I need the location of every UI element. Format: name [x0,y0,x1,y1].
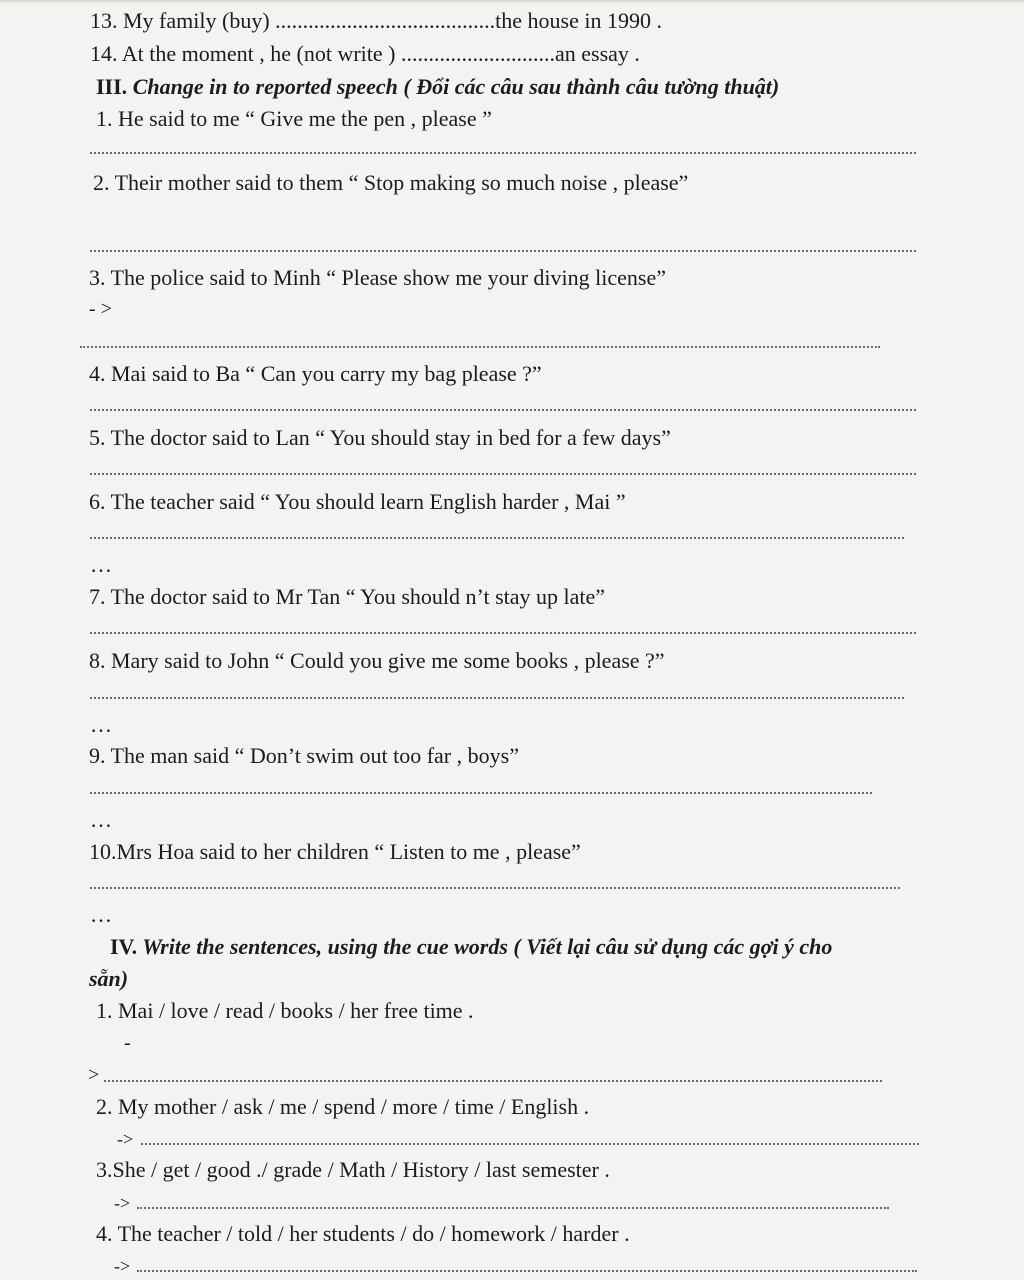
question-14-start: 14. At the moment , he (not write ) [90,41,401,66]
answer-line-4 [90,409,916,411]
answer-line-8 [90,697,904,699]
rewrite-item-1: 1. Mai / love / read / books / her free time . [96,998,474,1023]
reported-item-4: 4. Mai said to Ba “ Can you carry my bag please ?” [89,361,542,386]
rewrite-item-3: 3.She / get / good ./ grade / Math / History / last semester . [96,1157,610,1182]
rewrite-item-2: 2. My mother / ask / me / spend / more / time / English . [96,1094,590,1119]
answer-line-10 [90,887,900,889]
reported-item-9: 9. The man said “ Don’t swim out too far , boys” [89,743,519,768]
reported-item-2: 2. Their mother said to them “ Stop making so much noise , please” [93,170,689,195]
question-14-blank: ............................ [401,41,555,66]
reported-item-5: 5. The doctor said to Lan “ You should stay in bed for a few days” [89,425,671,450]
question-13-start: 13. My family (buy) [90,8,276,33]
answer-arrow-3: - > [89,298,112,320]
answer-ellipsis-8: … [90,712,112,737]
section-3-heading [96,74,779,100]
section-4-title-line2: sẵn) [89,966,129,991]
question-14-end: an essay . [555,41,640,66]
question-13-end: the house in 1990 . [495,8,662,33]
answer-line-1 [90,152,916,154]
question-13-blank: ........................................ [275,8,496,33]
reported-item-8: 8. Mary said to John “ Could you give me some books , please ?” [89,648,665,673]
section-3-title: Change in to reported speech ( Đổi các câu sau thành câu tường thuật) [127,74,780,99]
answer-line-5 [90,473,916,475]
rewrite-line-1 [104,1080,882,1082]
section-4-number: IV. [110,934,138,959]
reported-item-1: 1. He said to me “ Give me the pen , please ” [96,106,492,131]
rewrite-arrow-1: > [88,1064,100,1086]
section-4-title-line1: Write the sentences, using the cue words ( Viết lại câu sử dụng các gợi ý cho [137,934,833,959]
section-3-number: III. [96,74,128,99]
answer-line-9 [90,792,872,794]
answer-ellipsis-6: … [90,552,112,577]
rewrite-line-3 [137,1207,889,1209]
rewrite-line-2 [141,1143,919,1145]
reported-item-6: 6. The teacher said “ You should learn English harder , Mai ” [89,489,626,514]
answer-ellipsis-10: … [90,902,112,927]
reported-item-7: 7. The doctor said to Mr Tan “ You should n’t stay up late” [89,584,606,609]
rewrite-line-4 [137,1270,917,1272]
rewrite-dash-1: - [124,1032,131,1054]
question-13 [90,8,662,34]
rewrite-arrow-4: -> [114,1256,131,1276]
answer-ellipsis-9: … [90,807,112,832]
page-top-edge [0,0,1024,4]
answer-line-2 [90,250,916,252]
rewrite-arrow-3: -> [114,1193,131,1213]
answer-line-6 [90,537,904,539]
question-14 [90,41,640,67]
rewrite-arrow-2: -> [117,1129,134,1149]
rewrite-item-4: 4. The teacher / told / her students / do / homework / harder . [96,1221,630,1246]
answer-line-7 [90,632,916,634]
answer-line-3 [80,346,880,348]
section-4-heading [110,934,832,960]
reported-item-3: 3. The police said to Minh “ Please show me your diving license” [89,265,666,290]
reported-item-10: 10.Mrs Hoa said to her children “ Listen to me , please” [89,839,581,864]
